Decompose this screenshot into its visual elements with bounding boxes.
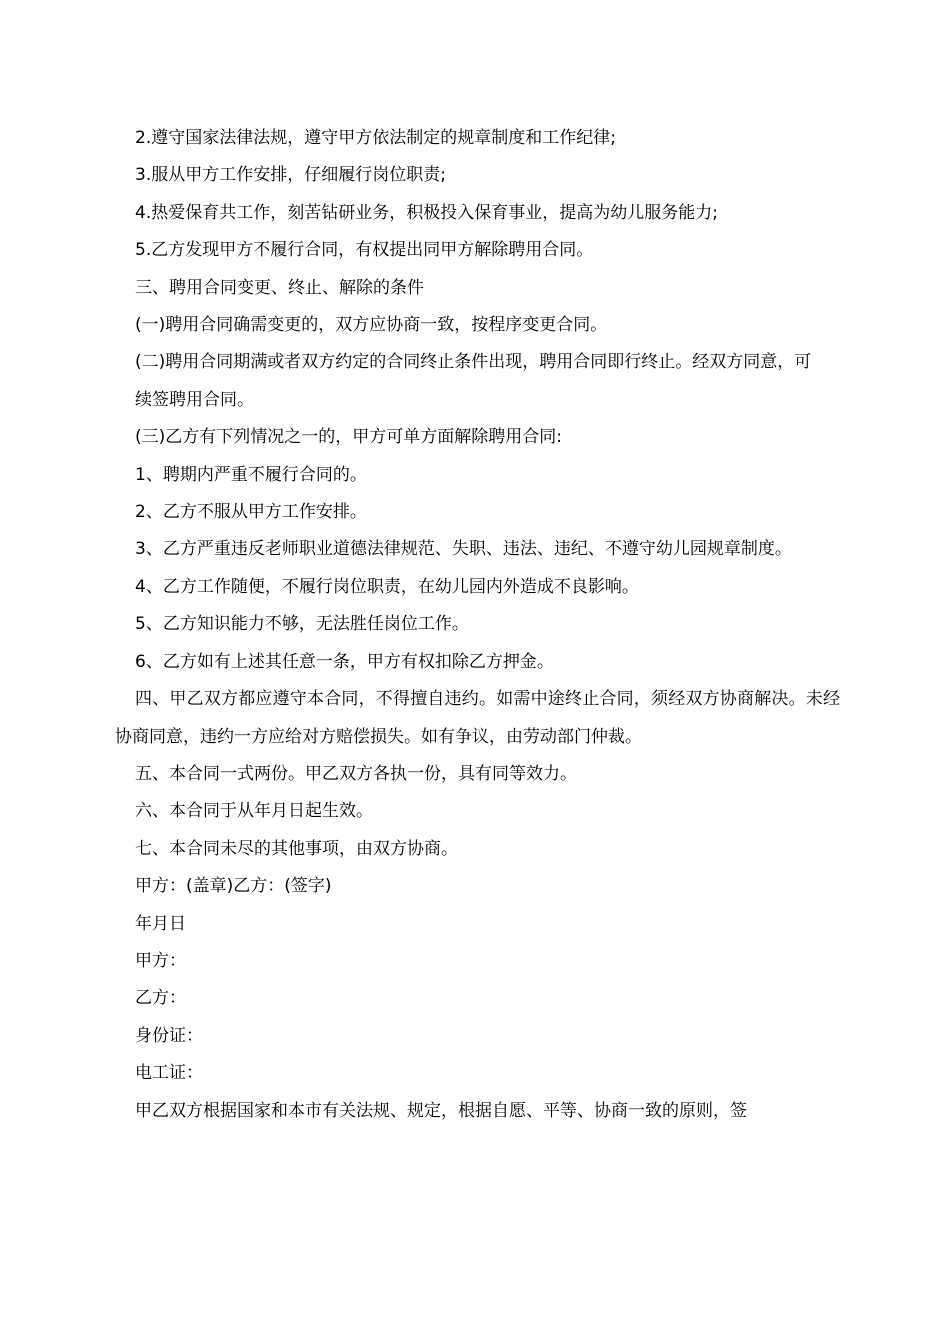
section-heading-7: 七、本合同未尽的其他事项，由双方协商。: [135, 838, 458, 859]
paragraph-clause-2: 2.遵守国家法律法规，遵守甲方依法制定的规章制度和工作纪律;: [135, 128, 616, 148]
list-item-5: 5、乙方知识能力不够，无法胜任岗位工作。: [135, 614, 469, 635]
paragraph-subclause-2: (二)聘用合同期满或者双方约定的合同终止条件出现，聘用合同即行终止。经双方同意，可: [135, 352, 812, 373]
signature-line: 甲方：(盖章)乙方：(签字): [135, 876, 332, 897]
paragraph-subclause-3: (三)乙方有下列情况之一的，甲方可单方面解除聘用合同:: [135, 427, 562, 448]
preamble-paragraph: 甲乙双方根据国家和本市有关法规、规定，根据自愿、平等、协商一致的原则，签: [135, 1100, 747, 1121]
document-body: [115, 120, 840, 1130]
paragraph-subclause-2-continued: 续签聘用合同。: [135, 389, 254, 410]
list-item-4: 4、乙方工作随便，不履行岗位职责，在幼儿园内外造成不良影响。: [135, 576, 639, 597]
list-item-6: 6、乙方如有上述其任意一条，甲方有权扣除乙方押金。: [135, 651, 554, 672]
section-heading-3: 三、聘用合同变更、终止、解除的条件: [135, 277, 424, 298]
id-card-field: 身份证：: [135, 1025, 203, 1046]
electrician-cert-field: 电工证：: [135, 1063, 203, 1084]
section-heading-6: 六、本合同于从年月日起生效。: [135, 801, 373, 822]
party-b-field: 乙方：: [135, 988, 186, 1009]
paragraph-subclause-1: (一)聘用合同确需变更的，双方应协商一致，按程序变更合同。: [135, 315, 608, 336]
section-heading-4: 四、甲乙双方都应遵守本合同，不得擅自违约。如需中途终止合同，须经双方协商解决。未经协商同意，违约一方应给对方赔偿损失。如有争议，由劳动部门仲裁。: [115, 689, 840, 747]
paragraph-clause-3: 3.服从甲方工作安排，仔细履行岗位职责;: [135, 165, 446, 186]
paragraph-clause-4: 4.热爱保育共工作，刻苦钻研业务，积极投入保育事业，提高为幼儿服务能力;: [135, 202, 718, 223]
date-line: 年月日: [135, 913, 186, 934]
section-heading-5: 五、本合同一式两份。甲乙双方各执一份，具有同等效力。: [135, 763, 577, 784]
list-item-3: 3、乙方严重违反老师职业道德法律规范、失职、违法、违纪、不遵守幼儿园规章制度。: [135, 539, 792, 560]
list-item-1: 1、聘期内严重不履行合同的。: [135, 464, 367, 485]
party-a-field: 甲方：: [135, 950, 186, 971]
list-item-2: 2、乙方不服从甲方工作安排。: [135, 502, 367, 523]
paragraph-clause-5: 5.乙方发现甲方不履行合同，有权提出同甲方解除聘用合同。: [135, 240, 594, 261]
